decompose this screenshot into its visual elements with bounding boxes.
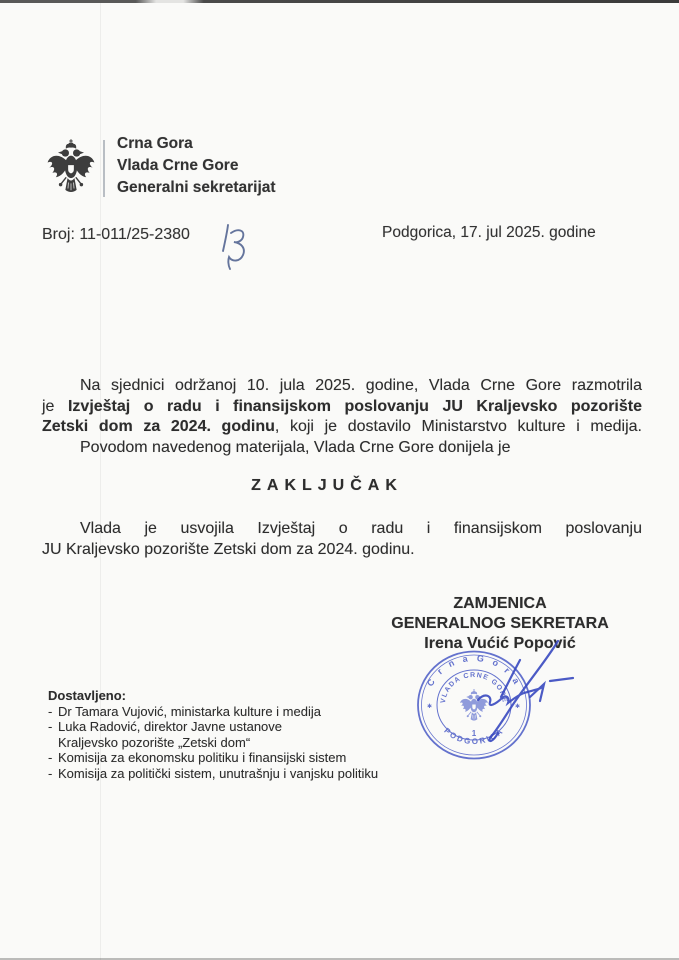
delivery-item: - Komisija za politički sistem, unutrašnju i vanjsku politiku bbox=[48, 765, 379, 781]
conclusion-heading: ZAKLJUČAK bbox=[251, 477, 403, 494]
signer-role-line1: ZAMJENICA bbox=[453, 595, 547, 612]
delivery-item: - Dr Tamara Vujović, ministarka kulture i medija bbox=[48, 703, 321, 719]
paragraph-line: Na sjednici održanoj 10. jula 2025. godine, Vlada Crne Gore razmotrila bbox=[80, 377, 642, 394]
stamp-outer-text: C r n a G o r a bbox=[424, 652, 524, 689]
delivery-item-continuation: Kraljevsko pozorište „Zetski dom“ bbox=[58, 734, 251, 750]
letterhead-department: Generalni sekretarijat bbox=[117, 179, 276, 196]
letterhead bbox=[117, 133, 276, 199]
header-divider bbox=[103, 140, 105, 197]
paragraph-line: JU Kraljevsko pozorište Zetski dom za 2024. godinu. bbox=[42, 540, 415, 558]
paragraph-line: Vlada je usvojila Izvještaj o radu i finansijskom poslovanju bbox=[80, 520, 642, 537]
stamp-side-mark-right: ✱ bbox=[515, 704, 521, 710]
conclusion-paragraph bbox=[42, 519, 642, 560]
paragraph-line: je Izvještaj o radu i finansijskom poslovanju JU Kraljevsko pozorište bbox=[42, 397, 642, 415]
report-title-bold: Izvještaj o radu i finansijskom poslovanju JU Kraljevsko pozorište bbox=[67, 397, 642, 415]
stamp-number: 1 bbox=[471, 729, 477, 738]
main-paragraph bbox=[42, 376, 642, 458]
report-title-bold: Zetski dom za 2024. godinu bbox=[42, 418, 275, 435]
handwritten-annotation bbox=[215, 220, 259, 272]
montenegro-coat-of-arms-icon bbox=[45, 136, 97, 196]
delivery-item: - Luka Radović, direktor Javne ustanove bbox=[48, 719, 283, 735]
paragraph-line: Povodom navedenog materijala, Vlada Crne Gore donijela je bbox=[80, 438, 511, 456]
letterhead-government: Vlada Crne Gore bbox=[117, 157, 239, 174]
signer-name: Irena Vućić Popović bbox=[424, 635, 576, 652]
signer-role-line2: GENERALNOG SEKRETARA bbox=[391, 615, 609, 632]
delivery-item: - Komisija za ekonomsku politiku i finansijski sistem bbox=[48, 750, 347, 766]
scan-artifact-top-edge bbox=[0, 0, 679, 3]
place-and-date: Podgorica, 17. jul 2025. godine bbox=[382, 224, 596, 241]
letterhead-country: Crna Gora bbox=[117, 135, 193, 152]
delivery-list bbox=[48, 688, 468, 782]
delivery-heading: Dostavljeno: bbox=[48, 688, 127, 703]
document-number: Broj: 11-011/25-2380 bbox=[42, 226, 190, 243]
paragraph-line: Zetski dom za 2024. godinu, koji je dostavilo Ministarstvo kulture i medija. bbox=[42, 418, 642, 435]
stamp-ring-text: VLADA CRNE GORE bbox=[439, 671, 509, 704]
stamp-side-mark-left: ✱ bbox=[427, 704, 433, 710]
stamp-city-text: PODGORICA bbox=[442, 726, 506, 747]
